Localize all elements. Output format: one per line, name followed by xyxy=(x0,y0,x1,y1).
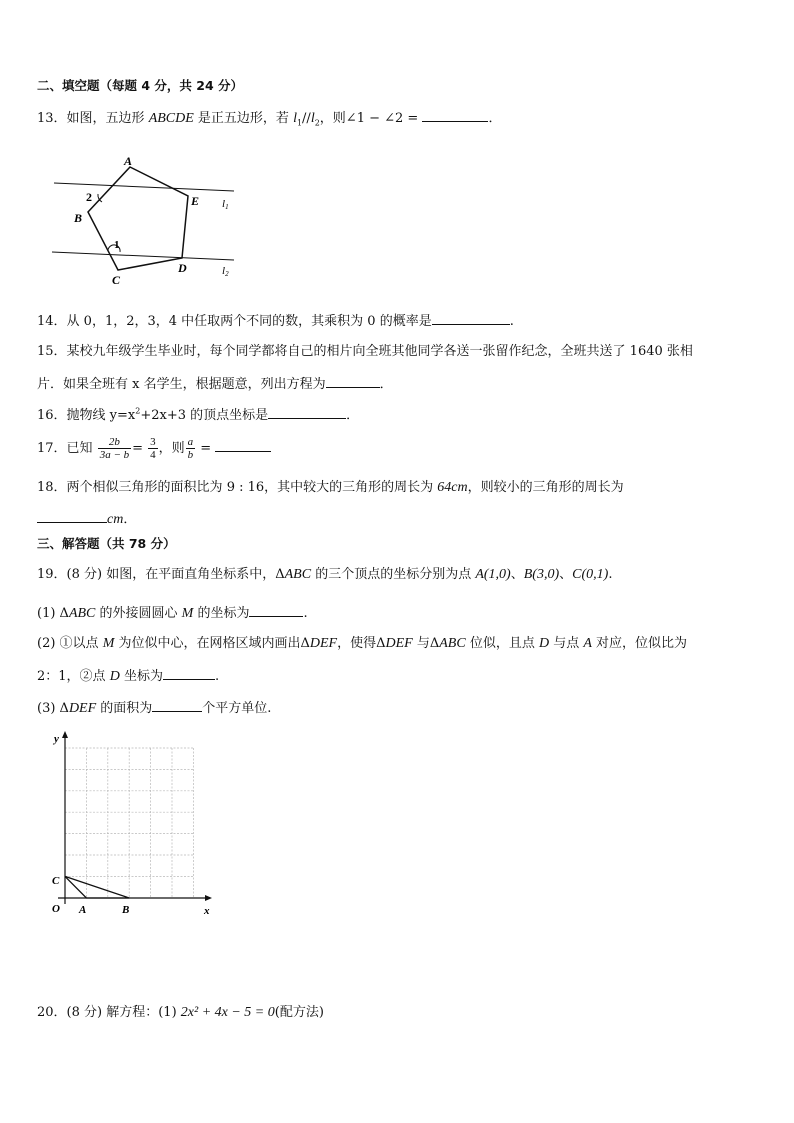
q17-fraction-2: $\frac{3}{4}$ xyxy=(150,436,156,461)
q19-p2-a: (2) ①以点 xyxy=(37,636,103,651)
q19-p2-c: ，使得Δ xyxy=(337,636,386,651)
question-19-stem xyxy=(37,566,612,584)
q19-p1-b: 的外接圆圆心 xyxy=(95,606,182,621)
q18-answer-blank[interactable] xyxy=(37,509,107,523)
q18-end: ． xyxy=(123,512,137,527)
q16-sup: 2 xyxy=(135,406,141,416)
q14-end: . xyxy=(509,314,514,329)
q18-line1a: 18．两个相似三角形的面积比为 xyxy=(37,480,227,495)
q18-line1c: ，则较小的三角形的周长为 xyxy=(467,480,624,495)
question-15-line-1: 15．某校九年级学生毕业时，每个同学都将自己的相片向全班其他同学各送一张留作纪念，全班共送了 1640 张相 xyxy=(37,344,693,359)
q15-line2: 片．如果全班有 x 名学生，根据题意，列出方程为 xyxy=(37,377,326,392)
label-l2: l2 xyxy=(222,265,229,278)
q13-abcde: ABCDE xyxy=(148,111,194,126)
label-l1: l1 xyxy=(222,198,229,211)
label-x: x xyxy=(204,905,210,917)
label-C: C xyxy=(112,273,121,287)
q16-text-b: +2x+3 的顶点坐标是 xyxy=(140,408,269,423)
x-axis-arrow xyxy=(205,895,212,901)
q15-answer-blank[interactable] xyxy=(326,374,380,388)
q19-p2-abc: ABC xyxy=(439,636,466,651)
q14-text: 14．从 0，1，2，3，4 中任取两个不同的数，其乘积为 0 的概率是 xyxy=(37,314,432,329)
q19-abc: ABC xyxy=(284,567,312,582)
q19-p1-end: . xyxy=(303,606,308,621)
q13-parallel: // xyxy=(302,111,311,126)
q19-p2-e: 位似，且点 xyxy=(465,636,539,651)
label-y: y xyxy=(54,733,59,745)
q13-l2-sub: 2 xyxy=(314,118,320,128)
q19-p1-m: M xyxy=(181,606,194,621)
q20-equation: 2x² + 4x − 5 = 0 xyxy=(180,1005,275,1020)
q13-text-a: 13．如图，五边形 xyxy=(37,111,149,126)
line-l2 xyxy=(52,252,234,260)
q19-point-c: C(0,1) xyxy=(572,567,609,582)
q19-p2-point-d: D xyxy=(538,636,550,651)
q17-fraction-3: $\frac{a}{b}$ xyxy=(187,436,194,461)
section-title-fill-in: 二、填空题（每题 4 分，共 24 分） xyxy=(37,78,244,93)
q19-p1-c: 的坐标为 xyxy=(193,606,250,621)
q19-stem-a: 19．(8 分) 如图，在平面直角坐标系中，Δ xyxy=(37,567,285,582)
q16-end: ． xyxy=(346,408,360,423)
figure-pentagon xyxy=(48,150,243,290)
q18-line1b: ，其中较大的三角形的周长为 xyxy=(264,480,438,495)
q19-p2-def2: DEF xyxy=(385,636,413,651)
q20-text-a: 20．(8 分) 解方程：(1) xyxy=(37,1005,181,1020)
q13-end: ． xyxy=(488,111,502,126)
label-point-b: B xyxy=(122,904,130,916)
grid-lines xyxy=(65,748,193,898)
triangle-abc xyxy=(65,876,129,898)
question-14 xyxy=(37,311,514,331)
q19-p2-point-a: A xyxy=(583,636,592,651)
label-angle-1: 1 xyxy=(114,239,120,251)
q19-sep-2: 、 xyxy=(559,567,573,582)
q20-text-b: (配方法) xyxy=(274,1005,324,1020)
label-B: B xyxy=(74,211,83,225)
question-18-line-2 xyxy=(37,509,136,529)
label-E: E xyxy=(191,194,200,208)
q19-p2-f: 与点 xyxy=(549,636,584,651)
q19-p3-b: 的面积为 xyxy=(96,701,153,716)
q16-text-a: 16．抛物线 y=x xyxy=(37,408,136,423)
q19-p2-line2a: 2：1，②点 xyxy=(37,669,110,684)
question-13 xyxy=(37,108,501,128)
q19-p3-c: 个平方单位. xyxy=(202,701,272,716)
q13-l1: l xyxy=(293,111,297,126)
question-19-part-2-line-1 xyxy=(37,635,687,653)
q17-eq: = xyxy=(132,441,148,456)
q19-p2-m: M xyxy=(102,636,115,651)
q17-answer-blank[interactable] xyxy=(215,438,271,452)
q19-p2-line2b: 坐标为 xyxy=(119,669,163,684)
q14-answer-blank[interactable] xyxy=(432,311,510,325)
label-angle-2: 2 xyxy=(86,190,92,204)
q13-l2: l xyxy=(310,111,315,126)
q19-p2-b: 为位似中心，在网格区域内画出Δ xyxy=(114,636,310,651)
q15-end: ． xyxy=(379,377,393,392)
q19-p3-answer-blank[interactable] xyxy=(152,698,202,712)
question-19-part-1 xyxy=(37,603,308,623)
q18-perimeter: 64cm xyxy=(437,480,468,495)
q19-point-b: B(3,0) xyxy=(523,567,560,582)
question-17 xyxy=(37,434,271,464)
q18-unit: cm xyxy=(107,512,124,527)
q19-p2-end: . xyxy=(214,669,220,684)
question-19-part-2-line-2 xyxy=(37,666,219,686)
q19-p2-def: DEF xyxy=(309,636,338,651)
label-origin: O xyxy=(52,903,60,915)
q19-p2-point-d2: D xyxy=(109,669,120,684)
q19-end: . xyxy=(608,567,613,582)
q19-p1-answer-blank[interactable] xyxy=(249,603,303,617)
q13-l1-sub: 1 xyxy=(296,118,303,128)
q19-p3-a: (3) Δ xyxy=(37,701,69,716)
label-D: D xyxy=(178,261,187,275)
q19-stem-b: 的三个顶点的坐标分别为点 xyxy=(311,567,476,582)
question-20 xyxy=(37,1004,324,1022)
q13-text-b: 是正五边形，若 xyxy=(193,111,294,126)
q18-ratio: 9 : 16 xyxy=(226,480,265,495)
q19-p2-answer-blank[interactable] xyxy=(163,666,215,680)
label-point-c: C xyxy=(52,875,60,887)
q17-eq2: = xyxy=(196,441,212,456)
q19-sep-1: 、 xyxy=(510,567,524,582)
question-15-line-2 xyxy=(37,374,393,394)
q13-text-c: ，则∠1 − ∠2 = xyxy=(319,111,419,126)
question-19-part-3 xyxy=(37,698,271,718)
label-A: A xyxy=(124,154,133,168)
section-title-answer: 三、解答题（共 78 分） xyxy=(37,536,176,551)
label-point-a: A xyxy=(79,904,87,916)
q19-p3-def: DEF xyxy=(68,701,97,716)
q19-point-a: A(1,0) xyxy=(475,567,511,582)
q16-answer-blank[interactable] xyxy=(268,405,346,419)
q19-p2-g: 对应，位似比为 xyxy=(591,636,688,651)
q13-answer-blank[interactable] xyxy=(422,108,488,122)
figure-coordinate-grid xyxy=(44,728,220,920)
q19-p1-abc: ABC xyxy=(68,606,96,621)
q19-p1-a: (1) Δ xyxy=(37,606,69,621)
y-axis-arrow xyxy=(62,731,68,738)
q17-mid: ，则 xyxy=(158,441,185,456)
q17-fraction-1: $\frac{2b}{3a - b}$ xyxy=(99,436,130,461)
q17-prefix: 17．已知 xyxy=(37,441,93,456)
line-l1 xyxy=(54,183,234,191)
question-16 xyxy=(37,405,359,425)
question-18-line-1 xyxy=(37,479,624,497)
q19-p2-d: 与Δ xyxy=(412,636,440,651)
